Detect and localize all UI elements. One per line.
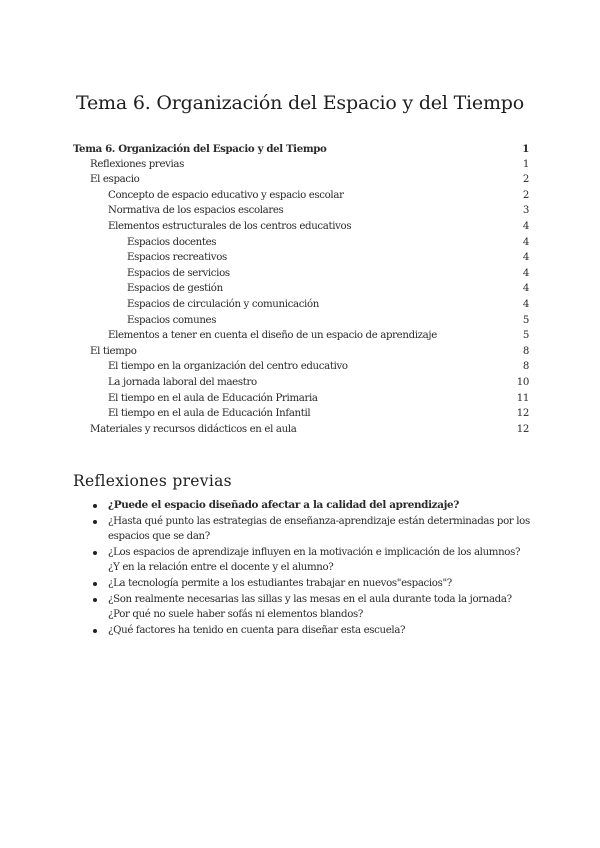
toc-entry[interactable] xyxy=(73,377,529,393)
toc-entry[interactable] xyxy=(73,268,529,284)
section-heading: Reflexiones previas xyxy=(73,472,232,490)
toc-entry[interactable] xyxy=(73,408,529,424)
toc-entry[interactable] xyxy=(73,361,529,377)
bullet-dot-icon xyxy=(93,520,97,524)
bullet-dot-icon xyxy=(93,598,97,602)
bullet-dot-icon xyxy=(93,629,97,633)
toc-entry-page: 2 xyxy=(522,189,529,201)
toc-entry-page: 8 xyxy=(522,361,529,373)
list-item-text: ¿La tecnología permite a los estudiantes trabajar en nuevos"espacios"? xyxy=(108,577,452,589)
list-item xyxy=(93,623,533,639)
toc-entry[interactable] xyxy=(73,190,529,206)
toc-entry[interactable] xyxy=(73,159,529,175)
toc-entry-page: 4 xyxy=(522,236,529,248)
bullet-list xyxy=(93,498,533,638)
toc-entry[interactable] xyxy=(73,237,529,253)
toc-entry-text: Elementos a tener en cuenta el diseño de un espacio de aprendizaje xyxy=(108,330,437,342)
list-item xyxy=(93,514,533,545)
toc-entry-text: El tiempo en la organización del centro educativo xyxy=(108,361,348,373)
toc-entry-text: Espacios docentes xyxy=(127,236,217,248)
toc-entry-text: Materiales y recursos didácticos en el aula xyxy=(90,423,297,435)
list-item-text: ¿Qué factores ha tenido en cuenta para diseñar esta escuela? xyxy=(108,624,406,636)
list-item xyxy=(93,592,533,623)
toc-entry[interactable] xyxy=(73,424,529,440)
toc-entry-page: 5 xyxy=(522,314,529,326)
toc-entry[interactable] xyxy=(73,299,529,315)
toc-entry-page: 4 xyxy=(522,267,529,279)
toc-entry-page: 8 xyxy=(522,345,529,357)
toc-entry-text: Espacios recreativos xyxy=(127,252,227,264)
toc-entry-text: El tiempo en el aula de Educación Primaria xyxy=(108,392,318,404)
toc-entry-text: El tiempo xyxy=(90,345,137,357)
toc-entry-text: El tiempo en el aula de Educación Infantil xyxy=(108,408,311,420)
toc-entry-page: 3 xyxy=(522,205,529,217)
toc-entry-text: Espacios de circulación y comunicación xyxy=(127,298,319,310)
toc-entry-text: Espacios de servicios xyxy=(127,267,230,279)
toc-entry[interactable] xyxy=(73,252,529,268)
toc-entry[interactable] xyxy=(73,174,529,190)
toc-entry-text: Reflexiones previas xyxy=(90,158,185,170)
toc-entry-text: Normativa de los espacios escolares xyxy=(108,205,284,217)
toc-entry-page: 10 xyxy=(516,376,529,388)
list-item xyxy=(93,576,533,592)
toc-entry[interactable] xyxy=(73,315,529,331)
toc-entry-page: 4 xyxy=(522,283,529,295)
toc-entry-page: 12 xyxy=(516,423,529,435)
list-item-text: ¿Son realmente necesarias las sillas y las mesas en el aula durante toda la jornada? ¿Por qué no suele haber sofás ni elementos blandos? xyxy=(108,593,512,621)
toc-entry-text: El espacio xyxy=(90,174,140,186)
toc-entry-text: Espacios comunes xyxy=(127,314,217,326)
toc-entry-page: 4 xyxy=(522,252,529,264)
bullet-dot-icon xyxy=(93,582,97,586)
bullet-dot-icon xyxy=(93,551,97,555)
toc-entry[interactable] xyxy=(73,393,529,409)
toc-entry-page: 5 xyxy=(522,330,529,342)
toc-entry-text: Elementos estructurales de los centros educativos xyxy=(108,220,352,232)
toc-entry-page: 2 xyxy=(522,174,529,186)
list-item-text: ¿Hasta qué punto las estrategias de enseñanza-aprendizaje están determinadas por los espacios que se dan? xyxy=(108,515,530,543)
list-item-text: ¿Los espacios de aprendizaje influyen en la motivación e implicación de los alumnos? ¿Y en la relación entre el docente y el alumno? xyxy=(108,546,521,574)
toc-entry[interactable] xyxy=(73,221,529,237)
toc-entry[interactable] xyxy=(73,205,529,221)
toc-entry[interactable] xyxy=(73,330,529,346)
toc-entry-page: 1 xyxy=(522,143,529,155)
toc-entry-page: 4 xyxy=(522,220,529,232)
table-of-contents xyxy=(73,143,529,439)
toc-entry-text: La jornada laboral del maestro xyxy=(108,376,257,388)
toc-entry-text: Concepto de espacio educativo y espacio escolar xyxy=(108,189,344,201)
toc-entry-page: 11 xyxy=(516,392,529,404)
list-item xyxy=(93,498,533,514)
list-item xyxy=(93,545,533,576)
toc-entry-page: 12 xyxy=(516,408,529,420)
toc-entry-text: Espacios de gestión xyxy=(127,283,223,295)
toc-entry-page: 1 xyxy=(522,158,529,170)
list-item-text: ¿Puede el espacio diseñado afectar a la calidad del aprendizaje? xyxy=(108,499,460,511)
toc-entry-text: Tema 6. Organización del Espacio y del Tiempo xyxy=(73,143,327,155)
toc-entry-page: 4 xyxy=(522,298,529,310)
bullet-dot-icon xyxy=(93,504,97,508)
toc-entry[interactable] xyxy=(73,143,529,159)
toc-entry[interactable] xyxy=(73,346,529,362)
toc-entry[interactable] xyxy=(73,283,529,299)
page-title: Tema 6. Organización del Espacio y del Tiempo xyxy=(76,92,524,114)
